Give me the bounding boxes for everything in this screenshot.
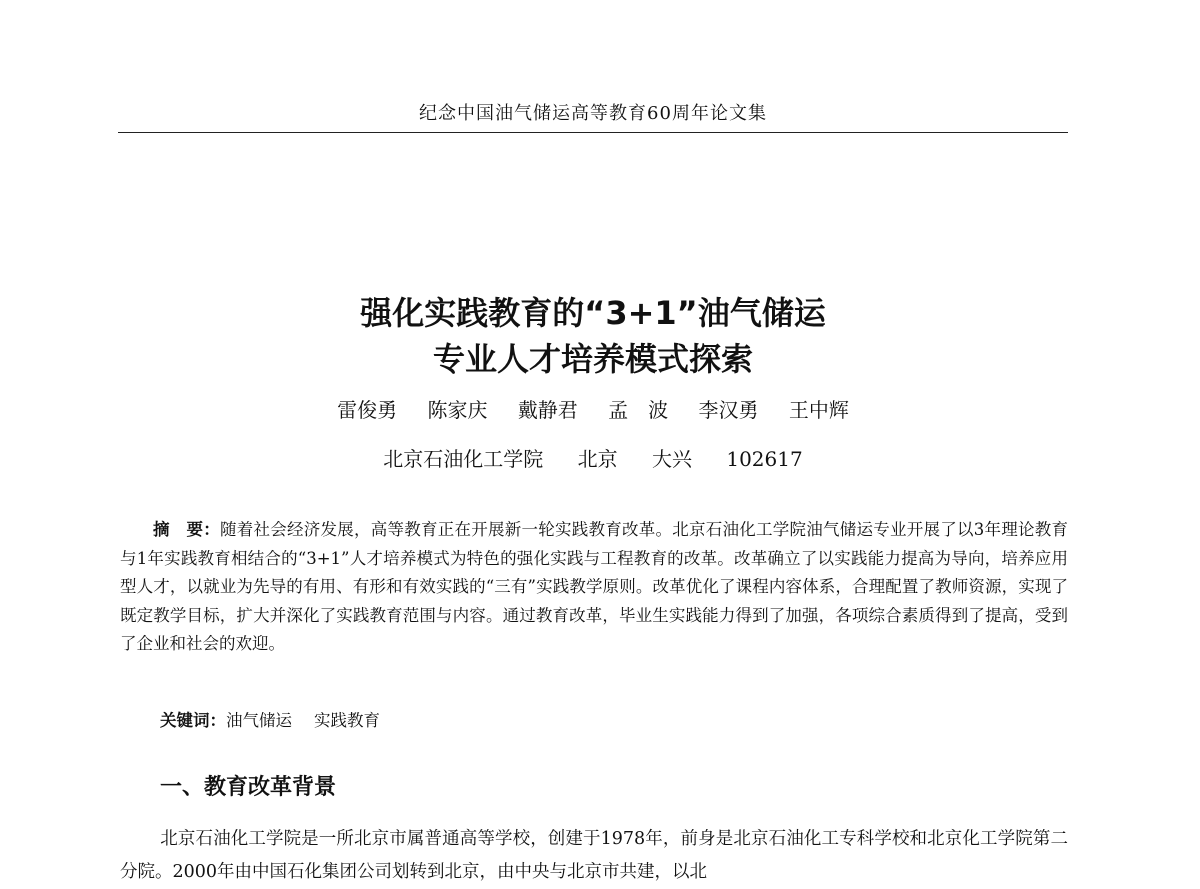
- author-name: 雷俊勇: [337, 398, 398, 422]
- affiliation: [118, 443, 1068, 472]
- abstract: [120, 516, 1068, 659]
- author-list: [118, 394, 1068, 423]
- keywords: [160, 707, 380, 731]
- abstract-label: 摘 要：: [153, 520, 220, 539]
- title-line-1: 强化实践教育的“3+1”油气储运: [360, 294, 826, 332]
- keywords-label: 关键词：: [160, 711, 226, 730]
- section-heading: 一、教育改革背景: [160, 775, 337, 800]
- author-name: 孟 波: [608, 398, 669, 422]
- keyword-item: 实践教育: [314, 711, 380, 730]
- author-name: 李汉勇: [698, 398, 759, 422]
- paper-title: [118, 290, 1068, 382]
- keyword-item: 油气储运: [226, 711, 292, 730]
- abstract-text: 随着社会经济发展，高等教育正在开展新一轮实践教育改革。北京石油化工学院油气储运专业开展了以3年理论教育与1年实践教育相结合的“3+1”人才培养模式为特色的强化实践与工程教育的改革。改革确立了以实践能力提高为导向，培养应用型人才，以就业为先导的有用、有形和有效实践的“三有”实践教学原则。改革优化了课程内容体系，合理配置了教师资源，实现了既定教学目标，扩大并深化了实践教育范围与内容。通过教育改革，毕业生实践能力得到了加强，各项综合素质得到了提高，受到了企业和社会的欢迎。: [120, 520, 1068, 653]
- author-name: 王中辉: [788, 398, 849, 422]
- author-name: 陈家庆: [427, 398, 488, 422]
- header-rule: [118, 132, 1068, 133]
- affiliation-postcode: 102617: [726, 447, 803, 471]
- author-name: 戴静君: [517, 398, 578, 422]
- affiliation-institution: 北京石油化工学院: [383, 447, 544, 471]
- body-paragraph: 北京石油化工学院是一所北京市属普通高等学校，创建于1978年，前身是北京石油化工专科学校和北京化工学院第二分院。2000年由中国石化集团公司划转到北京，由中央与北京市共建，以北: [120, 829, 1068, 882]
- running-header: 纪念中国油气储运高等教育60周年论文集: [419, 103, 767, 124]
- affiliation-district: 大兴: [652, 447, 692, 471]
- affiliation-city: 北京: [577, 447, 618, 471]
- title-line-2: 专业人才培养模式探索: [432, 340, 753, 378]
